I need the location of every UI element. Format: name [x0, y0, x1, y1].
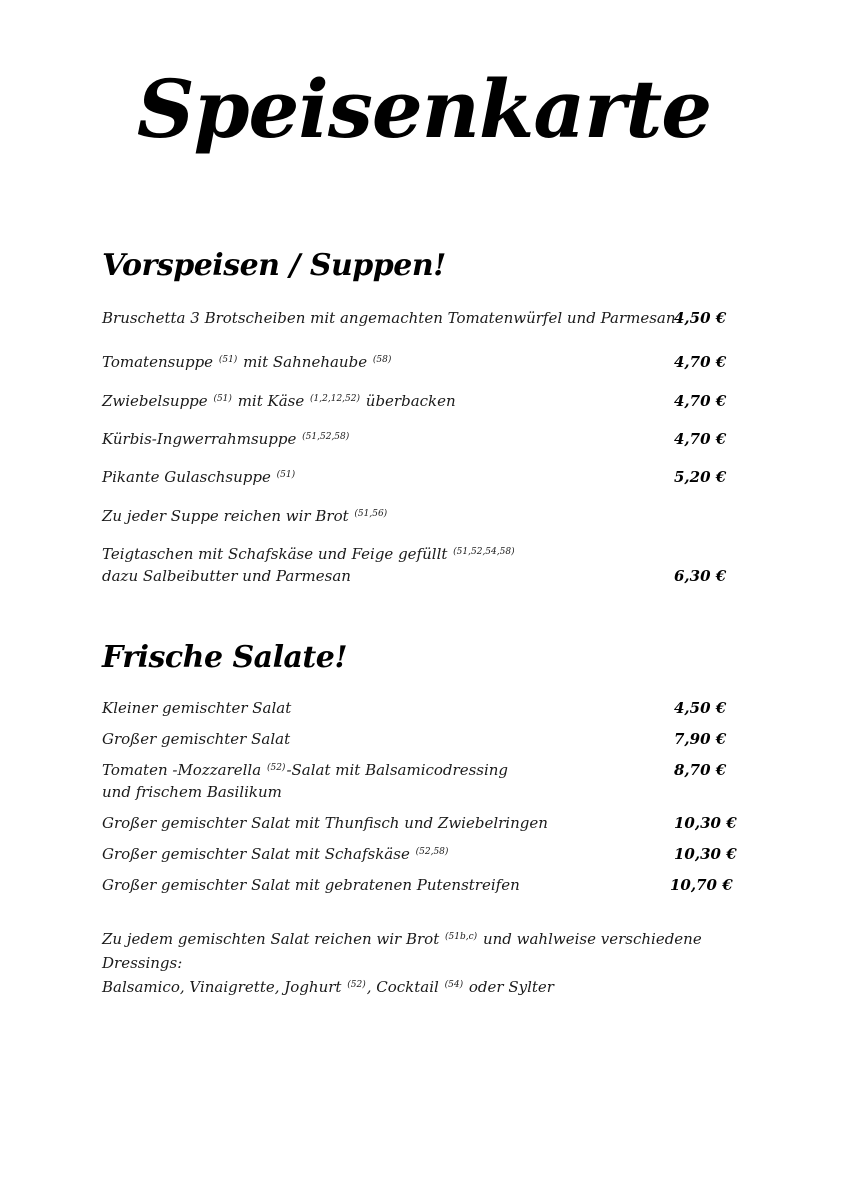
allergen-codes: (58): [372, 355, 392, 365]
allergen-codes: (51,52,54,58): [453, 547, 515, 557]
menu-item-large-salad: [102, 728, 742, 750]
menu-item-bruschetta: [102, 307, 742, 329]
item-price: 6,30 €: [674, 567, 727, 585]
item-name-cont: mit Käse: [237, 392, 305, 410]
menu-item-tuna-salad: [102, 812, 742, 834]
menu-note-soup-bread: [102, 505, 742, 527]
allergen-codes: (52): [266, 763, 286, 773]
item-name-line2: und frischem Basilikum: [102, 783, 282, 801]
section-heading-salads: Frische Salate!: [102, 640, 348, 675]
item-name: Kleiner gemischter Salat: [102, 699, 292, 717]
item-name: Großer gemischter Salat mit Thunfisch und Zwiebelringen: [102, 814, 548, 832]
item-name: Kürbis-Ingwerrahmsuppe: [102, 430, 297, 448]
salad-dressing-note: [102, 927, 762, 999]
item-price: 7,90 €: [674, 730, 727, 748]
allergen-codes: (54): [444, 980, 464, 990]
allergen-codes: (51): [213, 394, 232, 404]
item-name-line2: dazu Salbeibutter und Parmesan: [102, 567, 351, 585]
menu-item-dumplings: [102, 543, 742, 587]
item-name-cont: überbacken: [365, 392, 456, 410]
allergen-codes: (51,52,58): [302, 432, 350, 442]
note-text: , Cocktail: [366, 978, 439, 996]
note-text: Balsamico, Vinaigrette, Joghurt: [102, 978, 342, 996]
allergen-codes: (52): [347, 980, 366, 990]
allergen-codes: (1,2,12,52): [310, 394, 360, 404]
menu-item-tomato-soup: [102, 351, 742, 373]
allergen-codes: (51b,c): [445, 932, 478, 942]
section-heading-starters-soups: Vorspeisen / Suppen!: [102, 248, 446, 283]
menu-item-goulash-soup: [102, 466, 742, 488]
item-name-cont: -Salat mit Balsamicodressing: [286, 761, 509, 779]
item-name: Zwiebelsuppe: [102, 392, 208, 410]
menu-item-pumpkin-soup: [102, 428, 742, 450]
item-price: 4,70 €: [674, 353, 727, 371]
item-name: Teigtaschen mit Schafskäse und Feige gefüllt: [102, 545, 448, 563]
item-price: 4,70 €: [674, 430, 727, 448]
item-price: 8,70 €: [674, 761, 727, 779]
item-price: 10,30 €: [674, 814, 737, 832]
allergen-codes: (51): [276, 470, 296, 480]
note-text: Zu jedem gemischten Salat reichen wir Brot: [102, 930, 440, 948]
item-name: Großer gemischter Salat mit gebratenen Putenstreifen: [102, 876, 520, 894]
note-text: oder Sylter: [468, 978, 554, 996]
allergen-codes: (52,58): [415, 847, 449, 857]
allergen-codes: (51): [218, 355, 238, 365]
menu-item-turkey-salad: [102, 874, 742, 896]
menu-item-caprese-salad: [102, 759, 742, 803]
menu-item-feta-salad: [102, 843, 742, 865]
item-price: 4,50 €: [674, 699, 727, 717]
item-name: Bruschetta 3 Brotscheiben mit angemachten Tomatenwürfel und Parmesan: [102, 309, 676, 327]
item-price: 10,30 €: [674, 845, 737, 863]
item-price: 5,20 €: [674, 468, 727, 486]
item-name: Tomaten -Mozzarella: [102, 761, 262, 779]
menu-item-onion-soup: [102, 390, 742, 412]
item-price: 10,70 €: [670, 876, 733, 894]
item-name: Tomatensuppe: [102, 353, 214, 371]
menu-item-small-salad: [102, 697, 742, 719]
item-name: Großer gemischter Salat mit Schafskäse: [102, 845, 410, 863]
item-name: Zu jeder Suppe reichen wir Brot: [102, 507, 349, 525]
allergen-codes: (51,56): [354, 509, 388, 519]
menu-title: Speisenkarte: [136, 62, 712, 156]
item-name: Großer gemischter Salat: [102, 730, 291, 748]
note-text: und wahlweise verschiedene Dressings:: [102, 930, 702, 972]
item-name: Pikante Gulaschsuppe: [102, 468, 271, 486]
item-price: 4,50 €: [674, 309, 727, 327]
item-name-cont: mit Sahnehaube: [243, 353, 368, 371]
item-price: 4,70 €: [674, 392, 727, 410]
